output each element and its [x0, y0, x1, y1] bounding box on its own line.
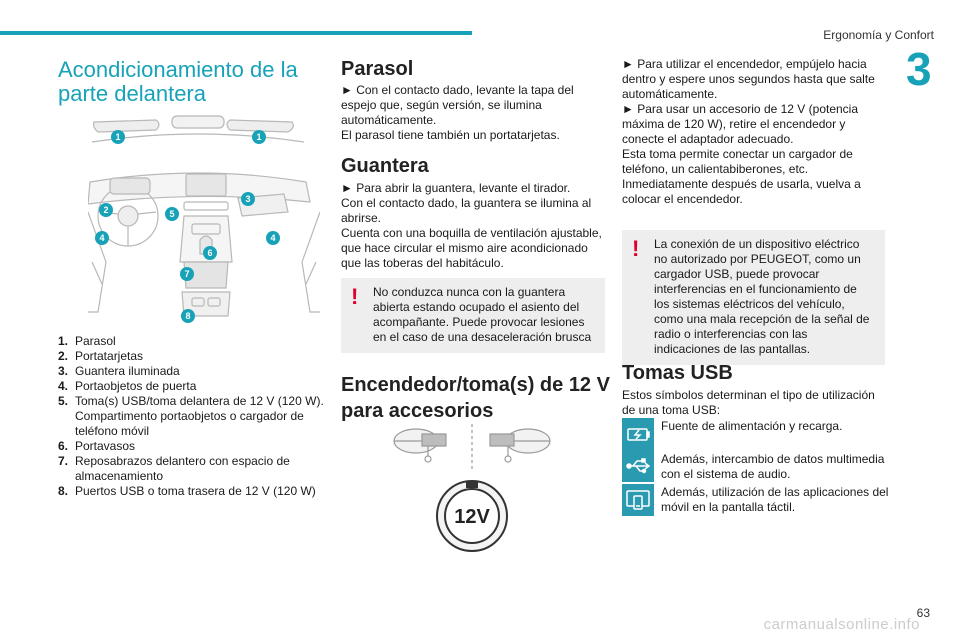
- svg-text:2: 2: [103, 205, 109, 215]
- socket-diagram: [378, 420, 554, 556]
- diagram-callout: [180, 267, 194, 281]
- page-number: 63: [916, 606, 930, 620]
- smartphone-screen-icon: [622, 484, 654, 516]
- usb-icon: [622, 450, 654, 482]
- diagram-callout: [111, 130, 125, 144]
- warning-icon: !: [351, 284, 359, 309]
- encendedor-text: ► Para utilizar el encendedor, empújelo hacia dentro y espere unos segundos hasta que salte automáticamente. ► Para usar un accesorio de 12 V (potencia máxima de 120 W), retire el encendedor y conecte el adaptador adecuado. Esta toma permite conectar un cargador de teléfono, un calientabiberones, etc. Inmediatamente después de usarla, vuelva a colocar el encendedor.: [622, 57, 875, 206]
- svg-text:1: 1: [256, 132, 262, 142]
- usb-item-text: Fuente de alimentación y recarga.: [661, 419, 843, 433]
- legend-item: 7. Reposabrazos delantero con espacio de almacenamiento: [58, 454, 290, 483]
- usb-item-text: Además, utilización de las aplicaciones del móvil en la pantalla táctil.: [661, 485, 889, 514]
- legend-item: 3. Guantera iluminada: [58, 364, 180, 378]
- diagram-callout: [252, 130, 266, 144]
- diagram-callout: [95, 231, 109, 245]
- diagram-callout: [165, 207, 179, 221]
- diagram-callout: [181, 309, 195, 323]
- parasol-heading: Parasol: [341, 58, 414, 80]
- legend-list: [58, 334, 328, 499]
- usb-heading: Tomas USB: [622, 362, 733, 384]
- diagram-callout: [203, 246, 217, 260]
- encendedor-heading: Encendedor/toma(s) de 12 V para accesorios: [341, 374, 610, 422]
- svg-text:4: 4: [99, 233, 105, 243]
- warning-text: No conduzca nunca con la guantera abierta estando ocupado el asiento del acompañante. Puede provocar lesiones en el caso de una desaceleración brusca: [373, 285, 592, 344]
- diagram-callout: [99, 203, 113, 217]
- parasol-text: ► Con el contacto dado, levante la tapa del espejo que, según versión, se ilumina automáticamente. El parasol tiene también un portatarjetas.: [341, 83, 574, 142]
- chapter-number: 3: [906, 43, 932, 95]
- charging-icon: [622, 418, 654, 450]
- header-accent-bar: [0, 31, 472, 35]
- guantera-text: ► Para abrir la guantera, levante el tirador. Con el contacto dado, la guantera se ilumina al abrirse. Cuenta con una boquilla de ventilación ajustable, que hace circular el mismo aire acondicionado que las toberas del habitáculo.: [341, 181, 602, 270]
- svg-text:6: 6: [207, 248, 213, 258]
- watermark: carmanualsonline.info: [763, 616, 920, 633]
- diagram-callout: [241, 192, 255, 206]
- section-title: Ergonomía y Confort: [823, 28, 934, 42]
- guantera-heading: Guantera: [341, 155, 429, 177]
- warning-note: [341, 278, 605, 353]
- legend-item: 5. Toma(s) USB/toma delantera de 12 V (120 W). Compartimento portaobjetos o cargador de teléfono móvil: [58, 394, 324, 438]
- legend-item: 2. Portatarjetas: [58, 349, 144, 363]
- svg-text:4: 4: [270, 233, 276, 243]
- warning-note: [622, 230, 885, 365]
- svg-text:5: 5: [169, 209, 175, 219]
- dashboard-diagram: [88, 112, 320, 330]
- legend-item: 8. Puertos USB o toma trasera de 12 V (120 W): [58, 484, 316, 498]
- svg-text:3: 3: [245, 194, 251, 204]
- svg-text:8: 8: [185, 311, 191, 321]
- svg-text:7: 7: [184, 269, 190, 279]
- page-title: Acondicionamiento de la parte delantera: [58, 57, 298, 106]
- warning-icon: !: [632, 236, 640, 261]
- warning-text: La conexión de un dispositivo eléctrico no autorizado por PEUGEOT, como un cargador USB, puede provocar interferencias en el funcionamiento de los sistemas eléctricos del vehículo, como una mala recepción de la señal de radio o interferencias con las indicaciones de las pantallas.: [654, 237, 870, 356]
- legend-item: 4. Portaobjetos de puerta: [58, 379, 197, 393]
- legend-item: 6. Portavasos: [58, 439, 136, 453]
- legend-item: 1. Parasol: [58, 334, 116, 348]
- socket-label: 12V: [454, 506, 490, 528]
- svg-text:1: 1: [115, 132, 121, 142]
- diagram-callout: [266, 231, 280, 245]
- usb-intro: Estos símbolos determinan el tipo de utilización de una toma USB:: [622, 388, 875, 417]
- usb-item-text: Además, intercambio de datos multimedia con el sistema de audio.: [661, 452, 885, 481]
